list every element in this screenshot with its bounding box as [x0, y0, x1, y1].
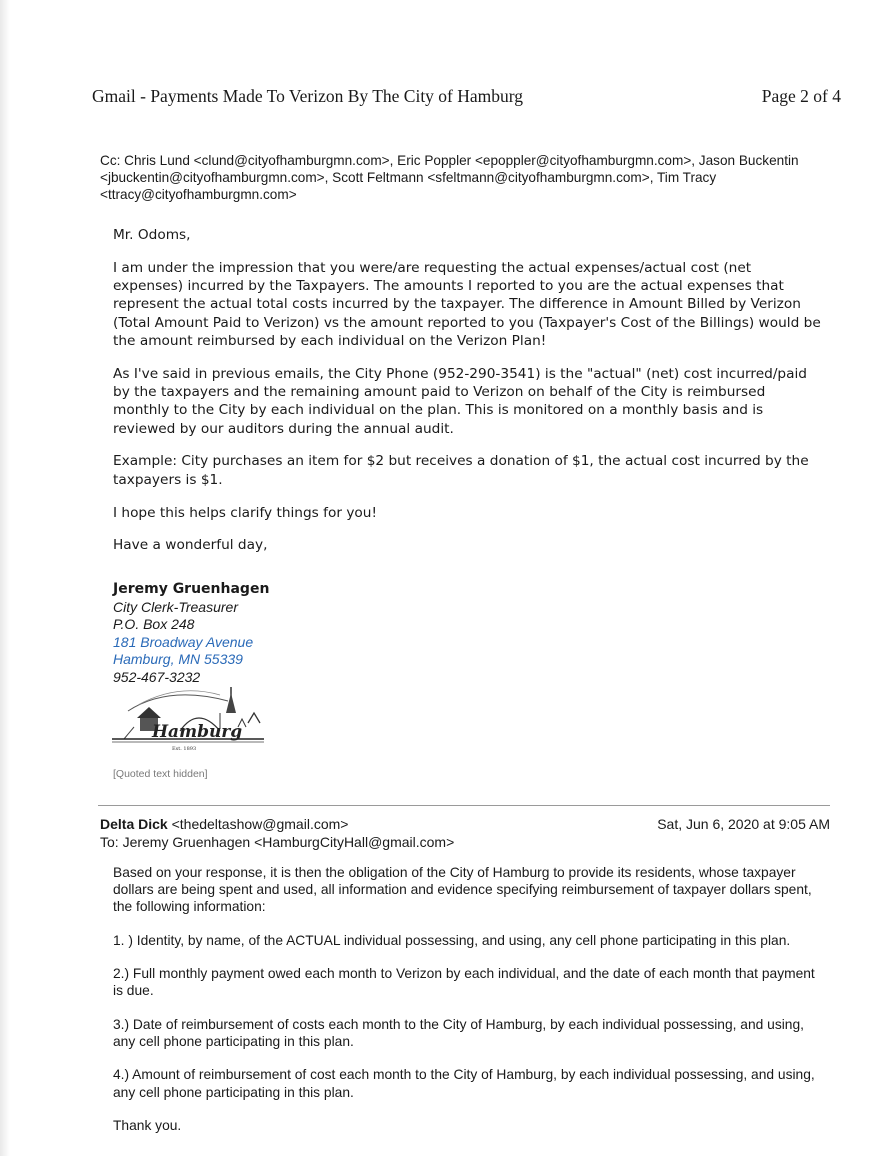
message-divider	[98, 805, 830, 806]
logo-established: Est. 1893	[172, 746, 197, 752]
sender-name: Delta Dick	[100, 816, 168, 832]
signature-phone: 952-467-3232	[113, 668, 201, 685]
reply-paragraph: As I've said in previous emails, the City Phone (952-290-3541) is the "actual" (net) cost incurred/paid by the taxpayers and the remaining amount paid to Verizon on behalf of the City is reimbursed monthly to the City by each individual on the plan. This is monitored on a monthly basis and is reviewed by our auditors during the annual audit.	[113, 365, 807, 437]
message-to-line: To: Jeremy Gruenhagen <HamburgCityHall@gmail.com>	[100, 833, 455, 850]
message-paragraph: Based on your response, it is then the obligation of the City of Hamburg to provide its residents, whose taxpayer dollars are being spent and used, all information and evidence specifying reimbursement of taxpayer dollars spent, the following information:	[113, 865, 812, 915]
signature-title: City Clerk-Treasurer	[113, 598, 238, 615]
reply-paragraph: I am under the impression that you were/are requesting the actual expenses/actual cost (net expenses) incurred by the Taxpayers. The amounts I reported to you are the actual expenses that represent the actual total costs incurred by the taxpayer. The difference in Amount Billed by Verizon (Total Amount Paid to Verizon) vs the amount reported to you (Taxpayer's Cost of the Billings) would be the amount reimbursed by each individual on the Verizon Plan!	[113, 259, 821, 349]
hamburg-logo-graphic	[108, 683, 268, 753]
reply-paragraph: Example: City purchases an item for $2 but receives a donation of $1, the actual cost incurred by the taxpayers is $1.	[113, 453, 809, 488]
signature-street-link[interactable]: 181 Broadway Avenue	[113, 633, 254, 650]
hamburg-city-logo	[108, 683, 268, 753]
email-signature	[113, 581, 433, 686]
message-list-item: 1. ) Identity, by name, of the ACTUAL individual possessing, and using, any cell phone participating in this plan.	[113, 932, 791, 948]
page-number: Page 2 of 4	[761, 86, 841, 106]
cc-recipients: Cc: Chris Lund <clund@cityofhamburgmn.com>, Eric Poppler <epoppler@cityofhamburgmn.com>, Jason Buckentin <jbuckentin@cityofhamburgmn.com>, Scott Feltmann <sfeltmann@cityofhamburgmn.com>, Tim Tracy <ttracy@cityofhamburgmn.com>	[100, 153, 799, 202]
reply-closing: Have a wonderful day,	[113, 537, 268, 554]
signature-city-link[interactable]: Hamburg, MN 55339	[113, 651, 243, 667]
message-signoff: Thank you.	[113, 1117, 182, 1133]
reply-message-body	[113, 226, 825, 569]
message-list-item: 3.) Date of reimbursement of costs each month to the City of Hamburg, by each individual possessing, and using, any cell phone participating in this plan.	[113, 1016, 804, 1049]
scan-page-edge	[0, 0, 10, 1156]
message-header	[100, 816, 830, 851]
reply-greeting: Mr. Odoms,	[113, 227, 191, 243]
logo-wordmark: Hamburg	[152, 722, 243, 742]
signature-po-box: P.O. Box 248	[113, 616, 195, 632]
sender-email: <thedeltashow@gmail.com>	[171, 816, 349, 832]
print-header-title: Gmail - Payments Made To Verizon By The City of Hamburg	[92, 86, 524, 106]
message-body	[113, 864, 825, 1150]
message-list-item: 2.) Full monthly payment owed each month to Verizon by each individual, and the date of each month that payment is due.	[113, 966, 815, 999]
print-header	[92, 86, 841, 112]
message-date: Sat, Jun 6, 2020 at 9:05 AM	[657, 816, 830, 832]
signature-name: Jeremy Gruenhagen	[113, 581, 270, 597]
quoted-text-hidden-link[interactable]: [Quoted text hidden]	[113, 768, 208, 780]
reply-paragraph: I hope this helps clarify things for you!	[113, 504, 377, 521]
message-list-item: 4.) Amount of reimbursement of cost each month to the City of Hamburg, by each individual possessing, and using, any cell phone participating in this plan.	[113, 1067, 815, 1100]
